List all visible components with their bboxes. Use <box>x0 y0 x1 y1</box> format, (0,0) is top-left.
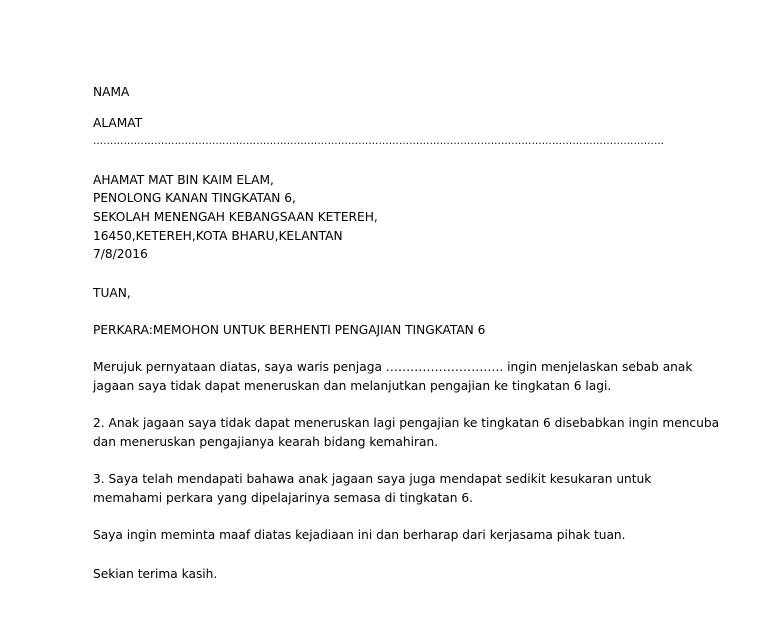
paragraph-3-line-1: 3. Saya telah mendapati bahawa anak jagaan saya juga mendapat sedikit kesukaran untuk <box>93 472 652 486</box>
paragraph-3-line-2: memahami perkara yang dipelajarinya semasa di tingkatan 6. <box>93 491 473 505</box>
paragraph-2-line-2: dan meneruskan pengajianya kearah bidang kemahiran. <box>93 435 439 449</box>
subject-line: PERKARA:MEMOHON UNTUK BERHENTI PENGAJIAN TINGKATAN 6 <box>93 323 486 337</box>
cut-off-text-fragment <box>92 624 232 630</box>
closing-line: Sekian terima kasih. <box>93 567 218 581</box>
paragraph-1-line-2: jagaan saya tidak dapat meneruskan dan melanjutkan pengajian ke tingkatan 6 lagi. <box>93 379 612 393</box>
nama-label: NAMA <box>93 85 130 99</box>
alamat-label: ALAMAT <box>93 116 143 130</box>
recipient-name: AHAMAT MAT BIN KAIM ELAM, <box>93 173 274 187</box>
paragraph-1-line-1: Merujuk pernyataan diatas, saya waris penjaga ……………………….. ingin menjelaskan sebab anak <box>93 360 693 374</box>
recipient-position: PENOLONG KANAN TINGKATAN 6, <box>93 191 296 205</box>
letter-date: 7/8/2016 <box>93 247 148 261</box>
recipient-address: 16450,KETEREH,KOTA BHARU,KELANTAN <box>93 229 343 243</box>
recipient-school: SEKOLAH MENENGAH KEBANGSAAN KETEREH, <box>93 210 378 224</box>
salutation: TUAN, <box>93 286 131 300</box>
paragraph-2-line-1: 2. Anak jagaan saya tidak dapat meneruskan lagi pengajian ke tingkatan 6 disebabkan ingin mencuba <box>93 416 720 430</box>
paragraph-4: Saya ingin meminta maaf diatas kejadiaan ini dan berharap dari kerjasama pihak tuan. <box>93 528 626 542</box>
alamat-dotted-line: …………………………………………………………………………………………………………………………………………………… <box>93 136 665 147</box>
